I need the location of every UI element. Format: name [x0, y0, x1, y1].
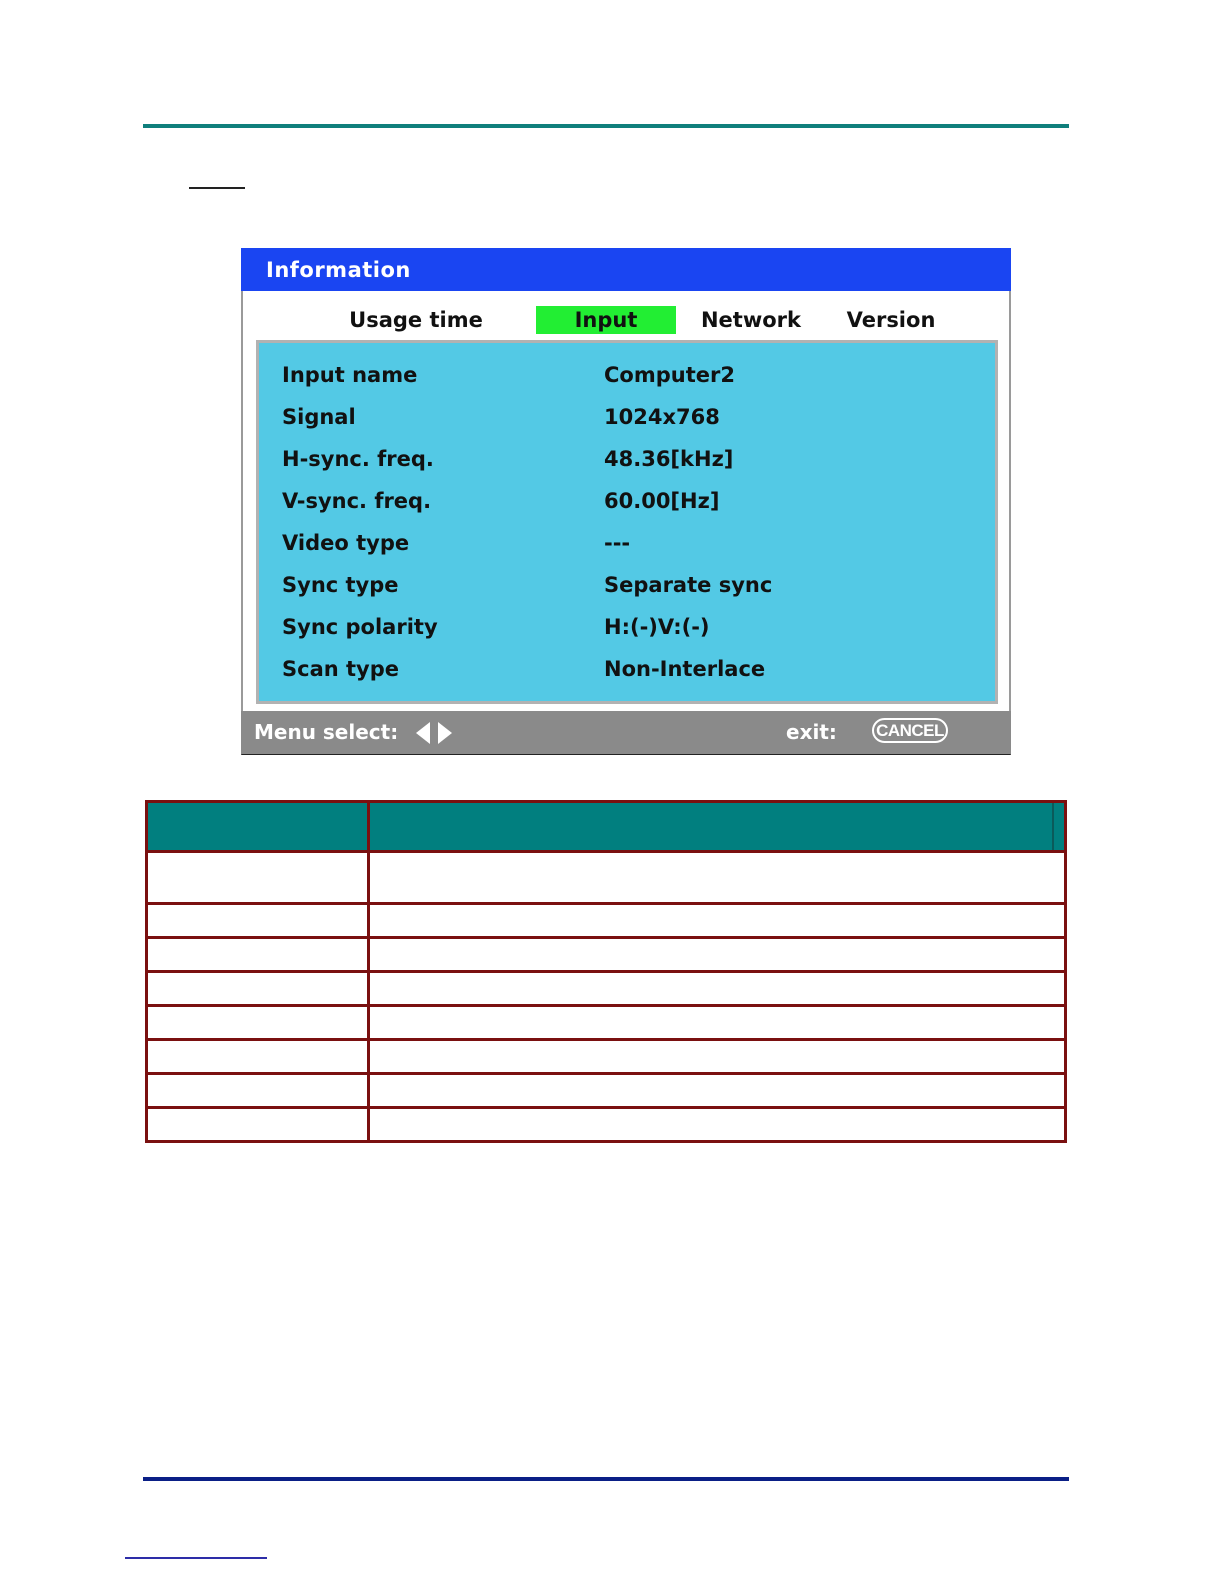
cancel-button[interactable]: CANCEL [872, 718, 948, 743]
tab-version[interactable]: Version [846, 308, 936, 332]
tab-network[interactable]: Network [700, 308, 801, 332]
info-value: --- [604, 531, 631, 555]
info-label: Sync polarity [282, 615, 438, 639]
info-value: 48.36[kHz] [604, 447, 734, 471]
menu-title-bar [241, 248, 1011, 291]
table-cell [369, 1006, 1066, 1040]
info-label: H-sync. freq. [282, 447, 434, 471]
table-cell [369, 904, 1066, 938]
table-cell [369, 1040, 1066, 1074]
info-label: Input name [282, 363, 418, 387]
info-value: 1024x768 [604, 405, 720, 429]
info-value: Separate sync [604, 573, 773, 597]
table-header-cell [147, 802, 369, 852]
table-row [147, 938, 1066, 972]
table-cell [147, 904, 369, 938]
table-header-cell [369, 802, 1066, 852]
input-info-panel [256, 340, 998, 704]
information-menu [241, 248, 1011, 755]
table-cell [147, 1040, 369, 1074]
table-cell [369, 972, 1066, 1006]
table-cell [369, 1074, 1066, 1108]
table-cell [147, 1074, 369, 1108]
table-cell [369, 938, 1066, 972]
info-row [259, 657, 995, 687]
info-row [259, 489, 995, 519]
menu-title: Information [266, 258, 411, 282]
table-row [147, 1006, 1066, 1040]
table-cell [147, 972, 369, 1006]
table-cell [147, 1006, 369, 1040]
footer-rule [143, 1477, 1069, 1481]
tab-input[interactable]: Input [536, 306, 676, 334]
info-value: Computer2 [604, 363, 735, 387]
table-row [147, 904, 1066, 938]
info-row [259, 363, 995, 393]
menu-footer-bar [241, 711, 1011, 754]
info-row [259, 573, 995, 603]
info-label: Scan type [282, 657, 400, 681]
table-row [147, 1074, 1066, 1108]
table-header-row [147, 802, 1066, 852]
info-row [259, 615, 995, 645]
exit-label: exit: [786, 720, 837, 744]
info-value: 60.00[Hz] [604, 489, 720, 513]
table-cell [369, 1108, 1066, 1142]
info-label: Signal [282, 405, 356, 429]
table-cell [147, 938, 369, 972]
left-right-arrows-icon [416, 721, 452, 745]
info-label: Sync type [282, 573, 399, 597]
info-label: V-sync. freq. [282, 489, 432, 513]
info-label: Video type [282, 531, 410, 555]
section-underline [189, 187, 245, 189]
menu-select-label: Menu select: [254, 720, 399, 744]
tab-usage-time[interactable]: Usage time [349, 308, 483, 332]
table-row [147, 1040, 1066, 1074]
info-row [259, 405, 995, 435]
info-row [259, 531, 995, 561]
table-cell [147, 1108, 369, 1142]
table-row [147, 1108, 1066, 1142]
header-rule [143, 124, 1069, 128]
table-cell [369, 852, 1066, 904]
spec-table [145, 800, 1067, 1143]
info-row [259, 447, 995, 477]
table-cell [147, 852, 369, 904]
info-value: Non-Interlace [604, 657, 766, 681]
table-row [147, 852, 1066, 904]
info-value: H:(-)V:(-) [604, 615, 710, 639]
footer-link-underline [125, 1557, 267, 1559]
table-row [147, 972, 1066, 1006]
